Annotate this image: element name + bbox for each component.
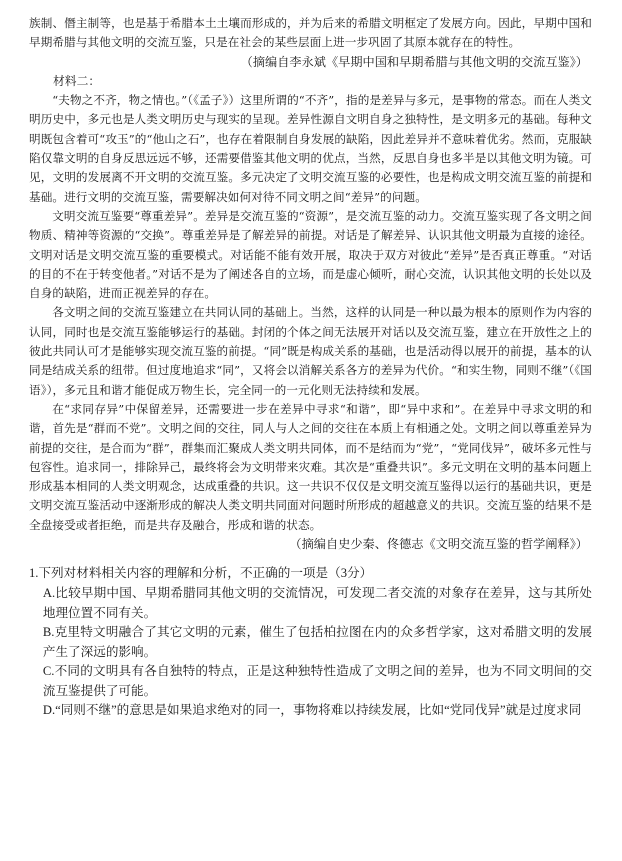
- material2-paragraph-2: 文明交流互鉴要“尊重差异”。差异是交流互鉴的“资源”，是交流互鉴的动力。交流互鉴实现了各文明之间物质、精神等资源的“交换”。尊重差异是了解差异的前提。对话是了解差异、认识其他文明最为直接的途径。文明对话是文明交流互鉴的重要模式。对话能不能有效开展，取决于双方对彼此“差异”是否真正尊重。“对话的目的不在于转变他者。”对话不是为了阐述各自的立场，而是虚心倾听，耐心交流，认识其他文明的长处以及自身的缺陷，进而正视差异的存在。: [29, 208, 592, 301]
- material2-paragraph-4: 在“求同存异”中保留差异，还需要进一步在差异中寻求“和谐”，即“异中求和”。在差异中寻求文明的和谐，首先是“群而不党”。文明之间的交往，同人与人之间的交往在本质上有相通之处。文明之间以尊重差异为前提的交往，是合而为“群”，群集而汇聚成人类文明共同体，而不是结而为“党”，“党同伐异”，破坏多元性与包容性。追求同一，排除异己，最终将会为文明带来灾难。其次是“重叠共识”。多元文明在文明的基本问题上形成基本相同的人类文明观念，达成重叠的共识。这一共识不仅仅是文明交流互鉴得以运行的基础共识，更是文明交流互鉴活动中逐渐形成的解决人类文明共同面对问题时所形成的超越意义的共识。交流互鉴的结果不是全盘接受或者拒绝，而是共存及融合，彤成和谐的状态。: [29, 401, 592, 532]
- material2-label: 材料二：: [53, 73, 101, 88]
- option-a: A.比较早期中国、早期希腊同其他文明的交流情况，可发现二者交流的对象存在差异，这与其所处地理位置不同有关。: [42, 585, 592, 620]
- option-d: D.“同则不继”的意思是如果追求绝对的同一，事物将难以持续发展，比如“党同伐异”就是过度求同: [42, 703, 582, 718]
- option-c: C.不同的文明具有各自独特的特点，正是这种独特性造成了文明之间的差异，也为不同文明间的交流互鉴提供了可能。: [42, 664, 592, 698]
- material1-tail: 族制、僭主制等，也是基于希腊本土土壤而形成的，并为后来的希腊文明框定了发展方向。因此，早期中国和早期希腊与其他文明的交流互鉴，只是在社会的某些层面上进一步巩固了其原本就存在的特性。: [29, 16, 592, 50]
- option-b: B.克里特文明融合了其它文明的元素，催生了包括柏拉图在内的众多哲学家，这对希腊文明的发展产生了深远的影响。: [42, 625, 592, 659]
- question-stem: 1.下列对材料相关内容的理解和分析，不正确的一项是（3分）: [29, 566, 373, 581]
- material2-paragraph-3: 各文明之间的交流互鉴建立在共同认同的基础上。当然，这样的认同是一种以最为根本的原则作为内容的认同，同时也是交流互鉴能够运行的基础。封闭的个体之间无法展开对话以及交流互鉴，建立在开放性之上的彼此共同认可才是能够实现交流互鉴的前提。“同”既是构成关系的基础，也是活动得以展开的前提，基本的认同是结成关系的纽带。但过度地追求“同”，又将会以消解关系各方的差异为代价。“和实生物，同则不继”（《国语》），多元且和谐才能促成万物生长，完全同一的一元化则无法持续和发展。: [29, 305, 592, 397]
- source-citation-1: （摘编自李永斌《早期中国和早期希腊与其他文明的交流互鉴》）: [240, 54, 588, 69]
- source-citation-2: （摘编自史少秦、佟德志《文明交流互鉴的哲学阐释》）: [289, 537, 588, 552]
- material2-paragraph-1: “夫物之不齐，物之情也。”（《孟子》）这里所谓的“不齐”，指的是差异与多元，是事物的常态。而在人类文明历史中，多元也是人类文明历史与现实的呈现。差异性源自文明自身之独特性，是文明多元的基础。每种文明既包含着可“攻玉”的“他山之石”，也存在着限制自身发展的缺陷，因此差异并不意味着优劣。然而，克服缺陷仅靠文明的自身反思远远不够，还需要借鉴其他文明的优点，当然，反思自身也多半是以其他文明为镜。可见，文明的发展离不开文明的交流互鉴。多元决定了文明交流互鉴的必要性，也是构成文明交流互鉴的前提和基础。进行文明的交流互鉴，需要解决如何对待不同文明之间“差异”的问题。: [29, 93, 592, 204]
